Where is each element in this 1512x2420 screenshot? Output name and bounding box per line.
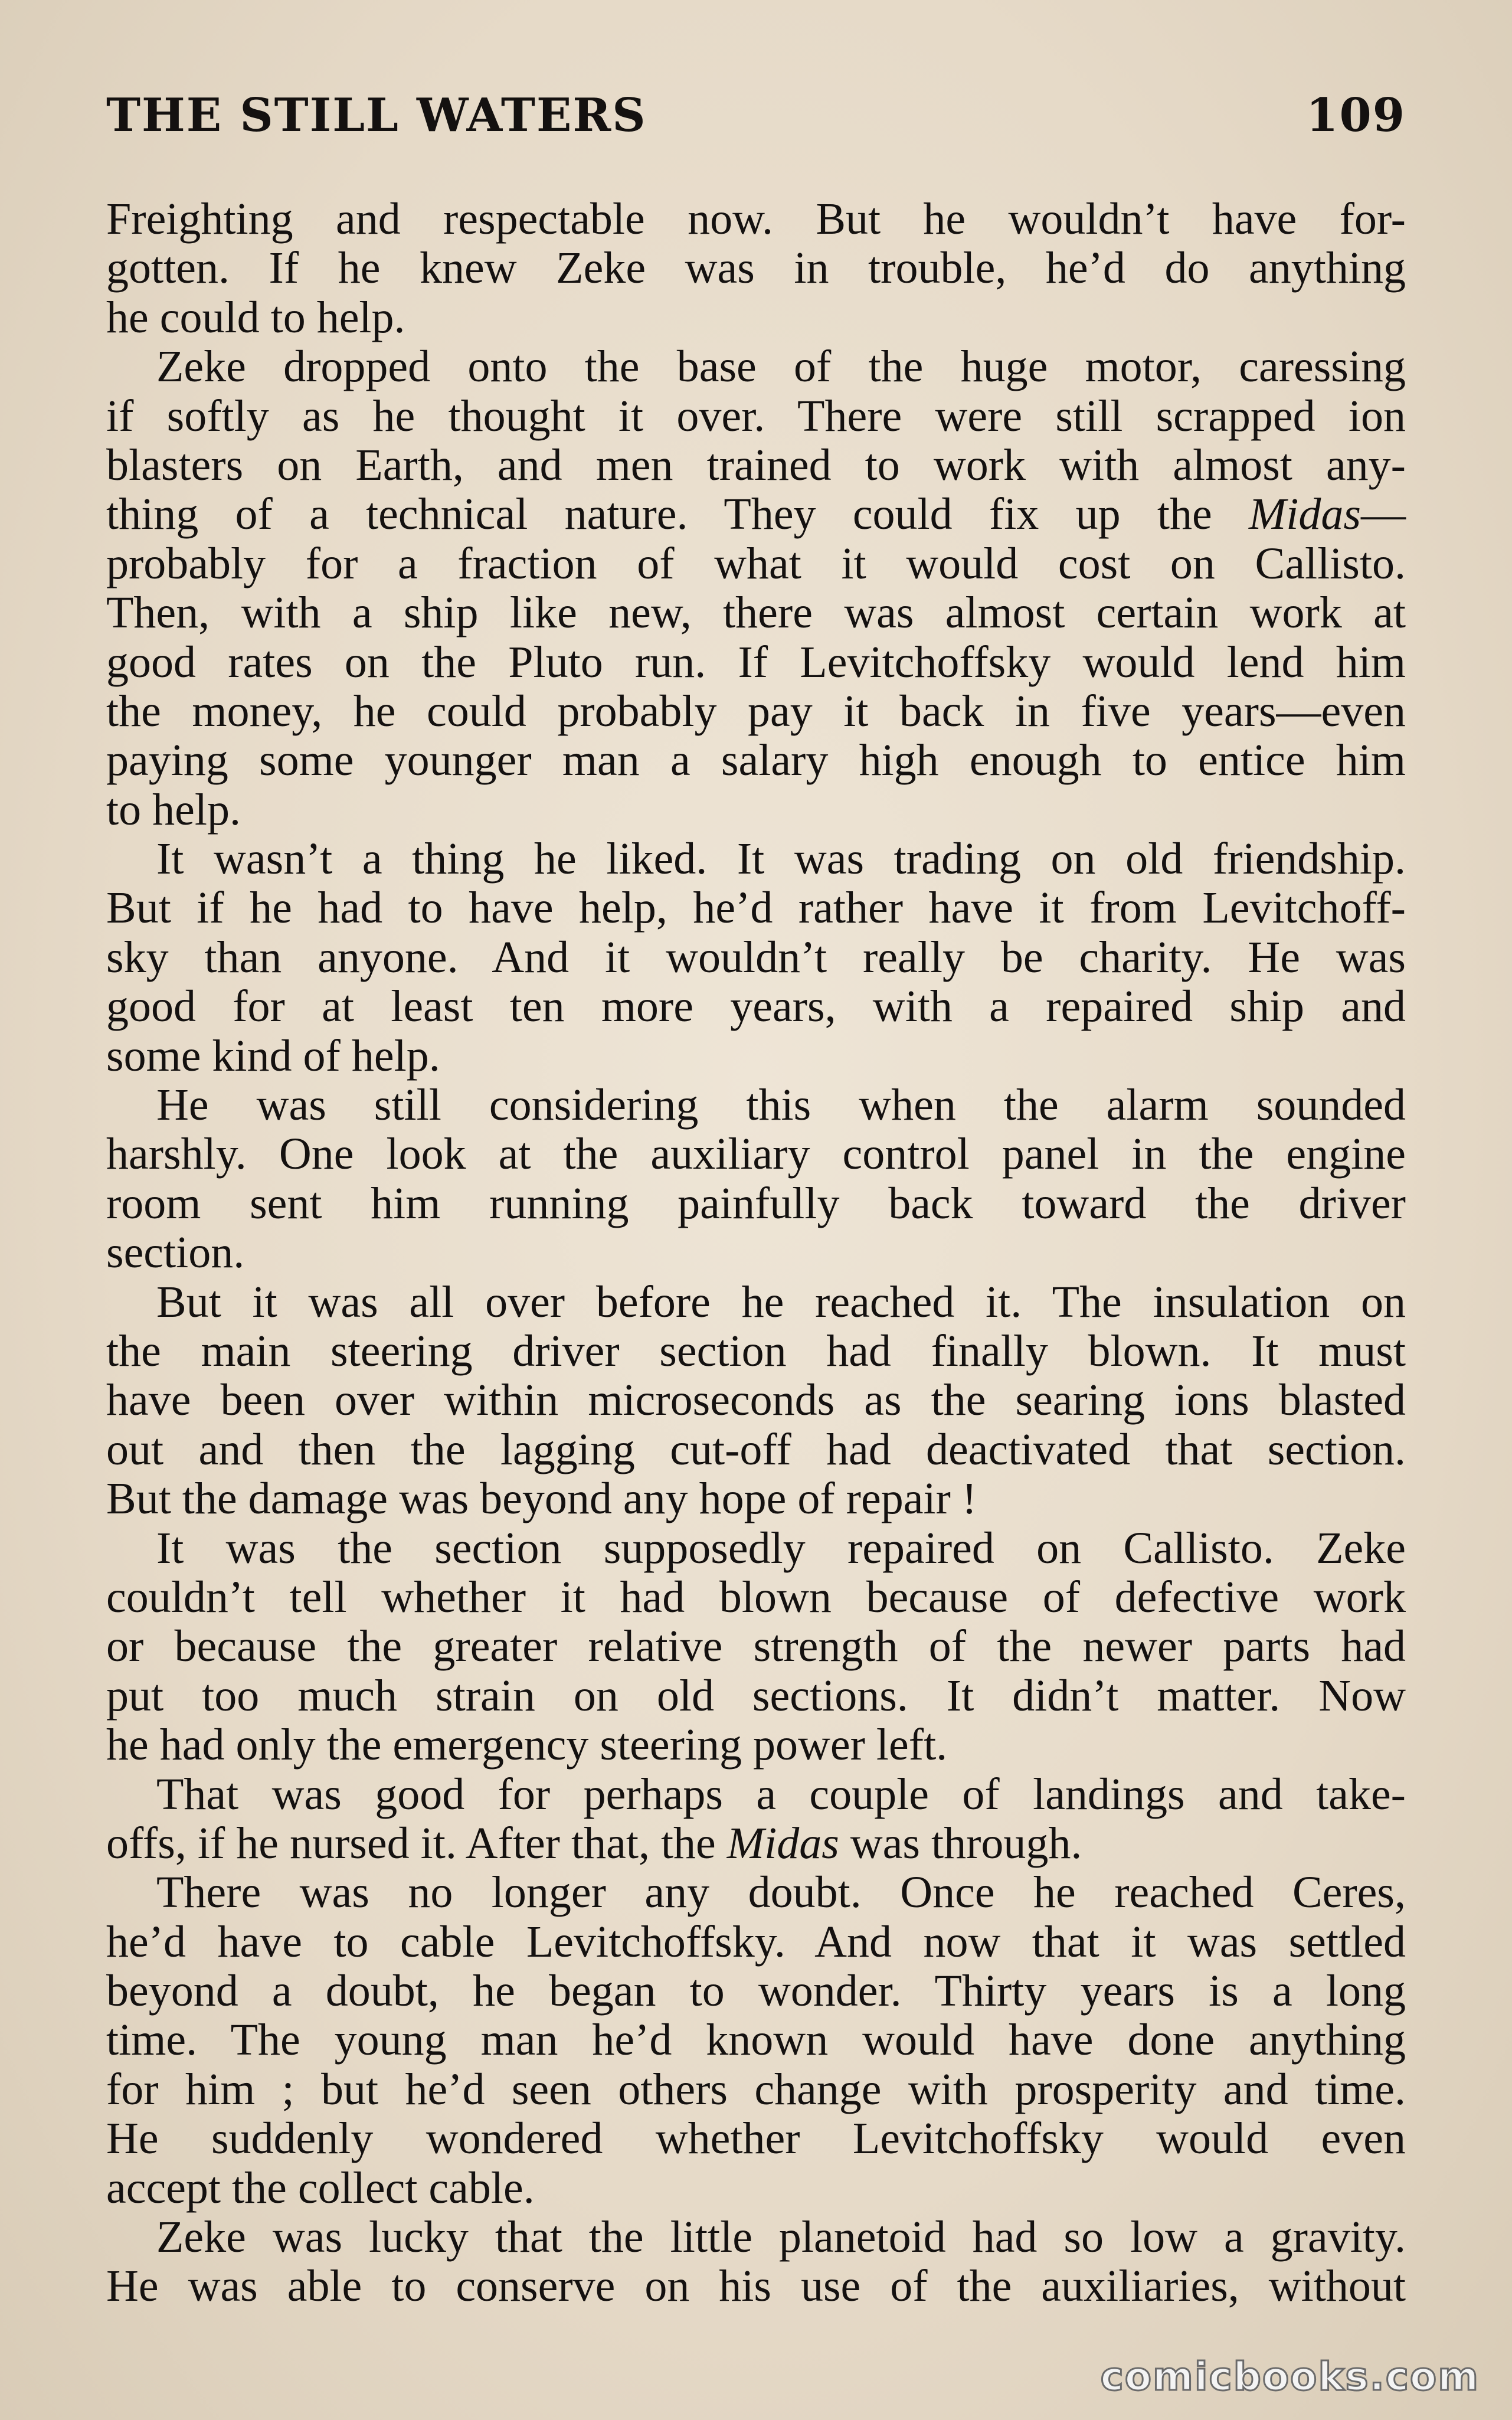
text-line: He was still considering this when the alarm sounded: [156, 1080, 1406, 1130]
text-line: gotten. If he knew Zeke was in trouble, he’d do anything: [106, 243, 1406, 293]
text-line: couldn’t tell whether it had blown because of defective work: [106, 1572, 1406, 1622]
text-line: he had only the emergency steering power left.: [106, 1720, 948, 1770]
running-title: THE STILL WATERS: [106, 89, 647, 142]
text-line: room sent him running painfully back toward the driver: [106, 1178, 1406, 1228]
text-line: he could to help.: [106, 292, 405, 342]
text-line: the main steering driver section had finally blown. It must: [106, 1326, 1406, 1376]
text-line: to help.: [106, 784, 241, 835]
text-line: blasters on Earth, and men trained to work with almost any-: [106, 440, 1406, 490]
text-line: good rates on the Pluto run. If Levitchoffsky would lend him: [106, 637, 1406, 687]
text-line: if softly as he thought it over. There were still scrapped ion: [106, 391, 1406, 441]
text-line: or because the greater relative strength of the newer parts had: [106, 1621, 1406, 1672]
text-line: sky than anyone. And it wouldn’t really be charity. He was: [106, 932, 1406, 982]
text-line: He suddenly wondered whether Levitchoffsky would even: [106, 2114, 1406, 2164]
text-line: But if he had to have help, he’d rather have it from Levitchoff-: [106, 883, 1406, 933]
page-header: [106, 89, 1406, 153]
text-line: That was good for perhaps a couple of landings and take-: [156, 1769, 1406, 1819]
text-line: He was able to conserve on his use of the auxiliaries, without: [106, 2261, 1406, 2311]
text-line: have been over within microseconds as the searing ions blasted: [106, 1375, 1406, 1425]
text-line: beyond a doubt, he began to wonder. Thirty years is a long: [106, 1966, 1406, 2016]
text-line: It was the section supposedly repaired on Callisto. Zeke: [156, 1523, 1406, 1573]
text-line: offs, if he nursed it. After that, the Midas was through.: [106, 1818, 1082, 1868]
text-line: accept the collect cable.: [106, 2163, 535, 2213]
text-line: There was no longer any doubt. Once he reached Ceres,: [156, 1868, 1406, 1918]
text-line: time. The young man he’d known would have done anything: [106, 2015, 1406, 2065]
text-line: thing of a technical nature. They could fix up the Midas—: [106, 489, 1406, 539]
text-line: good for at least ten more years, with a repaired ship and: [106, 982, 1406, 1032]
text-line: the money, he could probably pay it back in five years—even: [106, 686, 1406, 736]
text-line: Freighting and respectable now. But he wouldn’t have for-: [106, 194, 1406, 244]
text-line: But the damage was beyond any hope of repair !: [106, 1474, 977, 1524]
text-line: for him ; but he’d seen others change with prosperity and time.: [106, 2064, 1406, 2114]
text-line: section.: [106, 1228, 245, 1278]
text-line: out and then the lagging cut-off had deactivated that section.: [106, 1424, 1406, 1474]
text-line: Zeke dropped onto the base of the huge motor, caressing: [156, 342, 1406, 392]
text-line: But it was all over before he reached it. The insulation on: [156, 1277, 1406, 1327]
page-number: 109: [1306, 89, 1406, 142]
text-line: It wasn’t a thing he liked. It was trading on old friendship.: [156, 834, 1406, 884]
text-line: Then, with a ship like new, there was almost certain work at: [106, 588, 1406, 638]
text-line: harshly. One look at the auxiliary control panel in the engine: [106, 1129, 1406, 1179]
text-line: probably for a fraction of what it would cost on Callisto.: [106, 538, 1406, 588]
text-line: some kind of help.: [106, 1031, 440, 1081]
text-line: put too much strain on old sections. It didn’t matter. Now: [106, 1670, 1406, 1721]
watermark: comicbooks.com: [1100, 2354, 1480, 2399]
text-line: Zeke was lucky that the little planetoid had so low a gravity.: [156, 2212, 1406, 2262]
body-text: [106, 195, 1406, 2311]
text-line: paying some younger man a salary high enough to entice him: [106, 735, 1406, 786]
text-line: he’d have to cable Levitchoffsky. And now that it was settled: [106, 1917, 1406, 1967]
